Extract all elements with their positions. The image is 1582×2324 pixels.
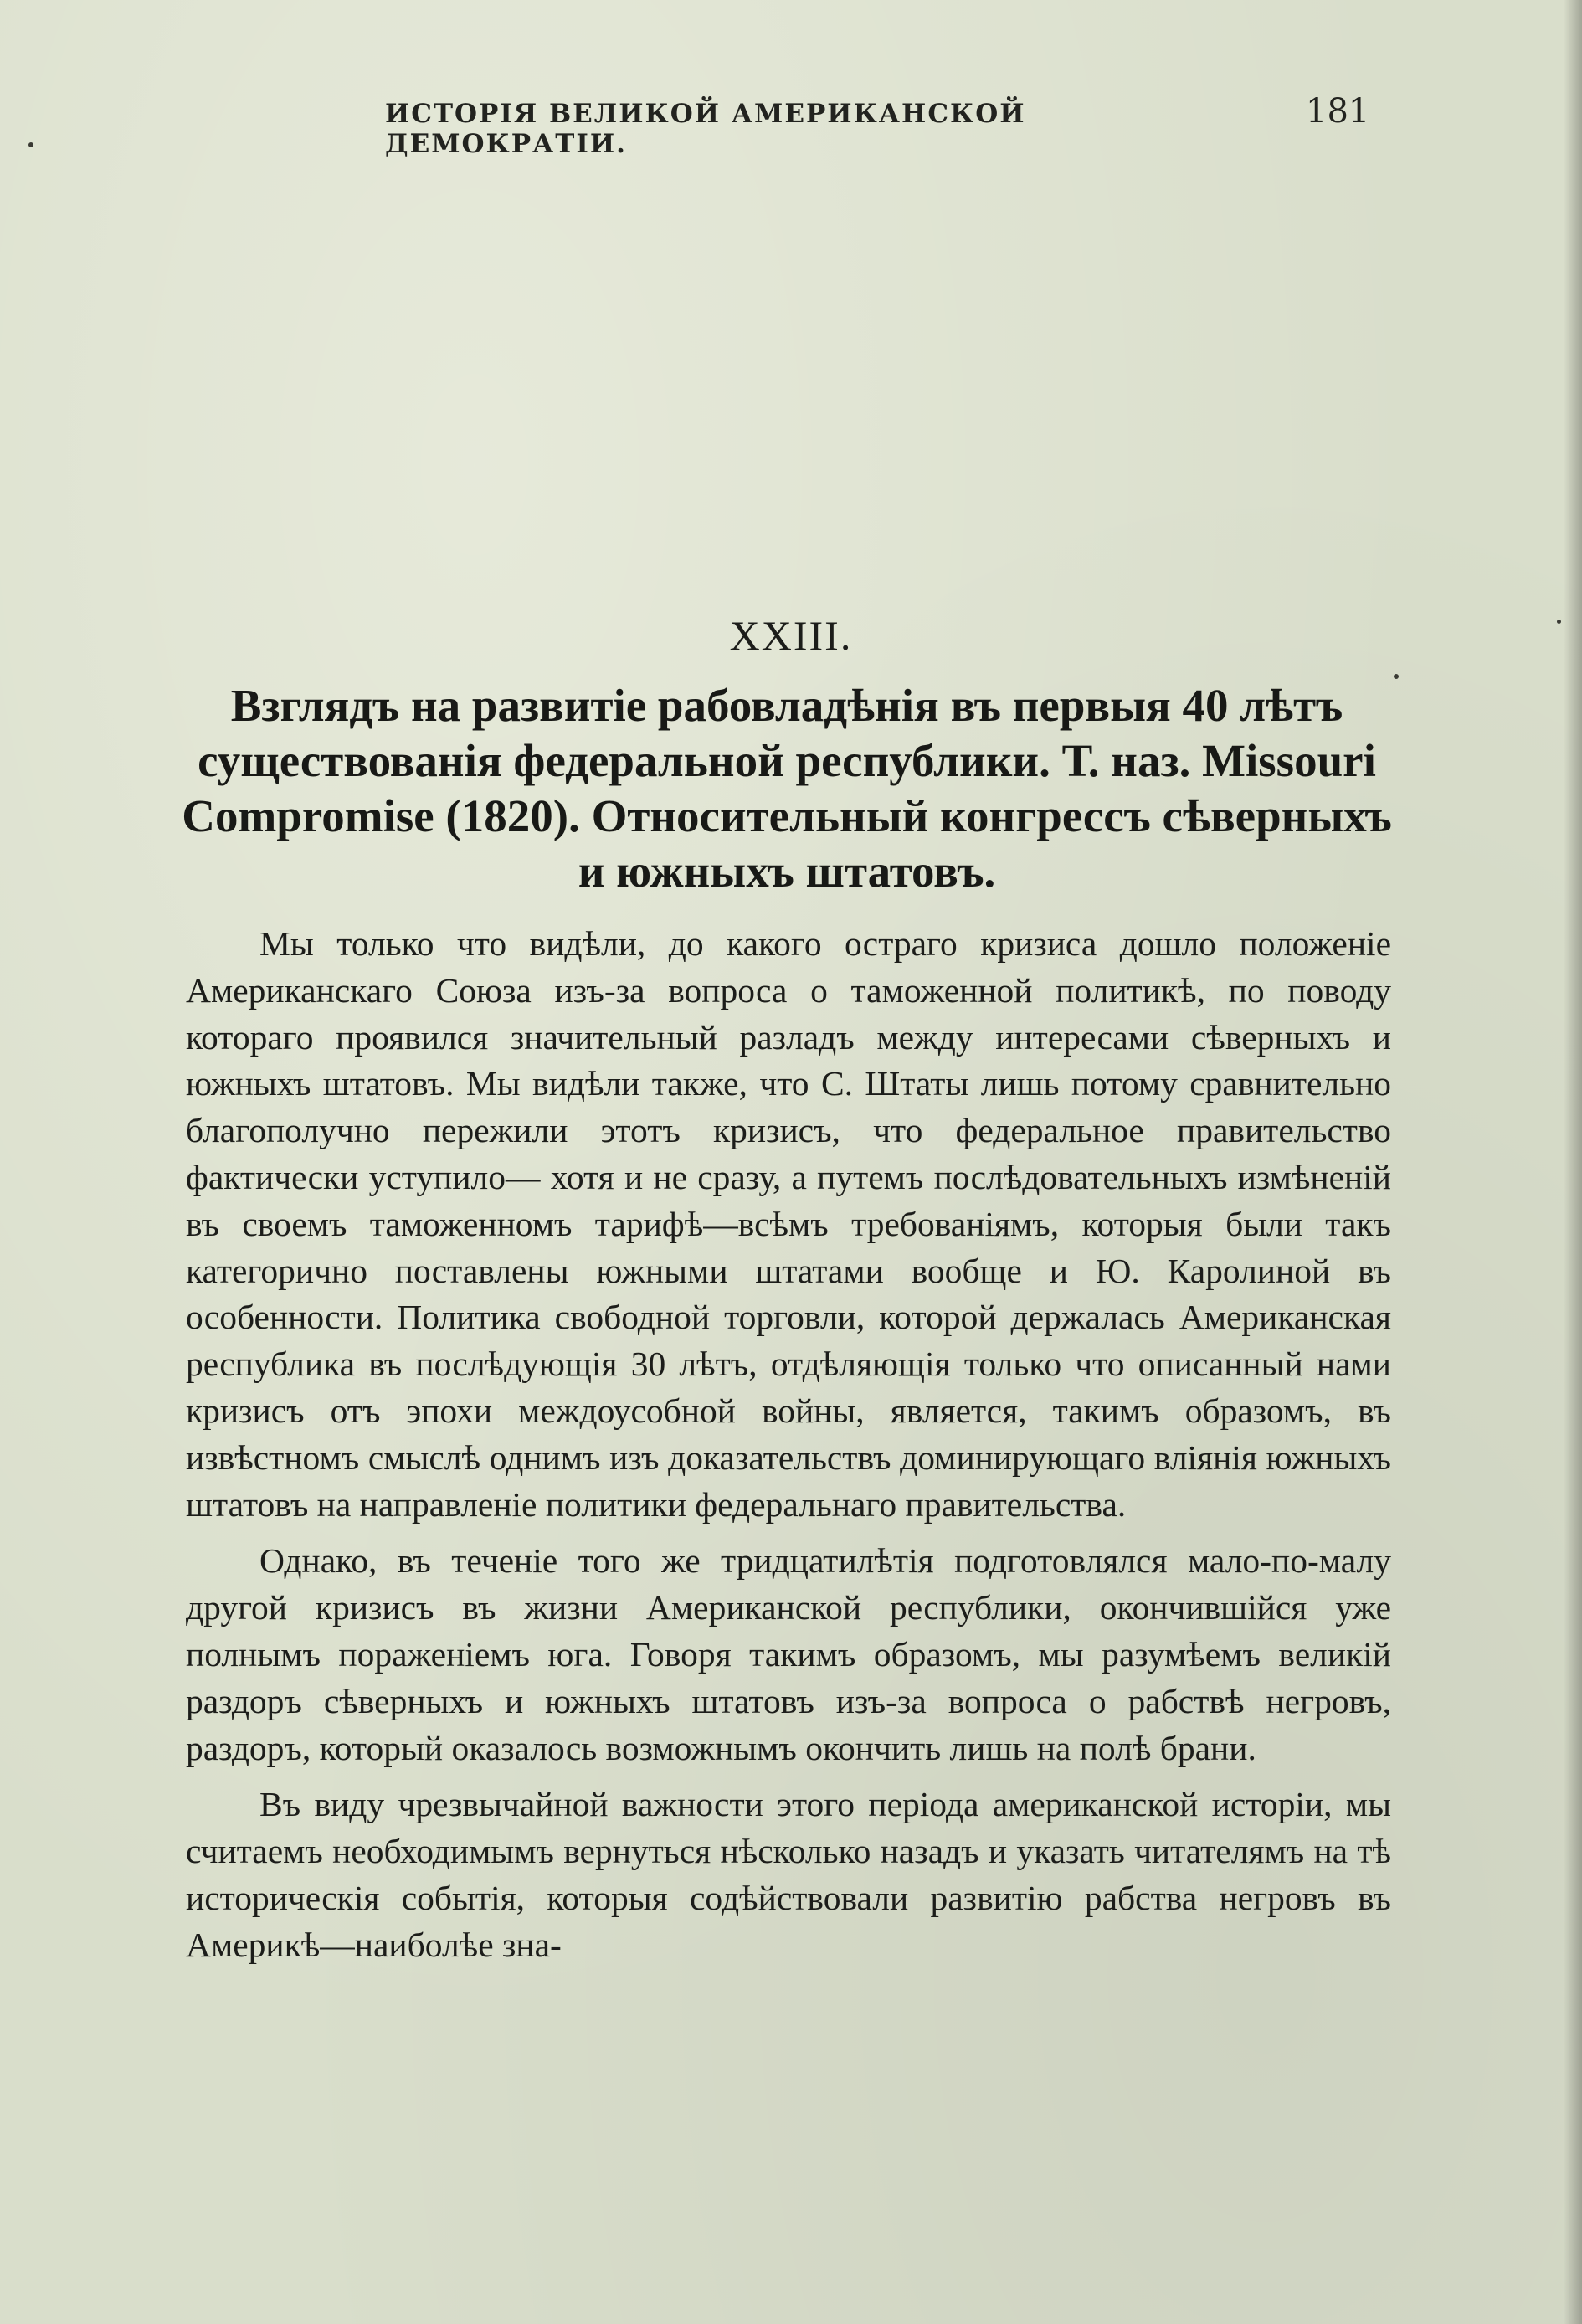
print-speck	[28, 142, 33, 147]
page-number: 181	[1306, 92, 1370, 131]
paragraph: Однако, въ теченіе того же тридцатилѣтія подготовлялся мало-по-малу другой кризисъ въ жизни Американской республики, окончившійся уже полнымъ пораженіемъ юга. Говоря такимъ образомъ, мы разумѣемъ великій раздоръ сѣверныхъ и южныхъ штатовъ изъ-за вопроса о рабствѣ негровъ, раздоръ, который оказалось возможнымъ окончить лишь на полѣ брани.	[186, 1541, 1391, 1767]
chapter-title: Взглядъ на развитіе рабовладѣнія въ первыя 40 лѣтъ существованія федеральной республики. Т. наз. Missouri Compromise (1820). Относительный конгрессъ сѣверныхъ и южныхъ штатовъ.	[182, 680, 1392, 897]
page-edge-shadow	[1564, 0, 1582, 2324]
paragraph: Мы только что видѣли, до какого остраго кризиса дошло положеніе Американскаго Союза изъ-за вопроса о таможенной политикѣ, по поводу котораго проявился значительный разладъ между интересами сѣверныхъ и южныхъ штатовъ. Мы видѣли также, что С. Штаты лишь потому сравнительно благополучно пережили этотъ кризисъ, что федеральное правительство фактически уступило— хотя и не сразу, а путемъ послѣдовательныхъ измѣненій въ своемъ таможенномъ тарифѣ—всѣмъ требованіямъ, которыя были такъ категорично поставлены южными штатами вообще и Ю. Каролиной въ особенности. Политика свободной торговли, которой держалась Американская республика въ послѣдующія 30 лѣтъ, отдѣляющія только что описанный нами кризисъ отъ эпохи междоусобной войны, является, такимъ образомъ, въ извѣстномъ смыслѣ однимъ изъ доказательствъ доминирующаго вліянія южныхъ штатовъ на направленіе политики федеральнаго правительства.	[186, 924, 1391, 1524]
body-text	[186, 921, 1391, 1969]
paragraph: Въ виду чрезвычайной важности этого періода американской исторіи, мы считаемъ необходимымъ вернуться нѣсколько назадъ и указать читателямъ на тѣ историческія событія, которыя содѣйствовали развитію рабства негровъ въ Америкѣ—наиболѣе зна-	[186, 1785, 1391, 1964]
running-title: ИСТОРІЯ ВЕЛИКОЙ АМЕРИКАНСКОЙ ДЕМОКРАТІИ.	[385, 99, 1026, 159]
chapter-number: XXIII.	[729, 612, 853, 659]
